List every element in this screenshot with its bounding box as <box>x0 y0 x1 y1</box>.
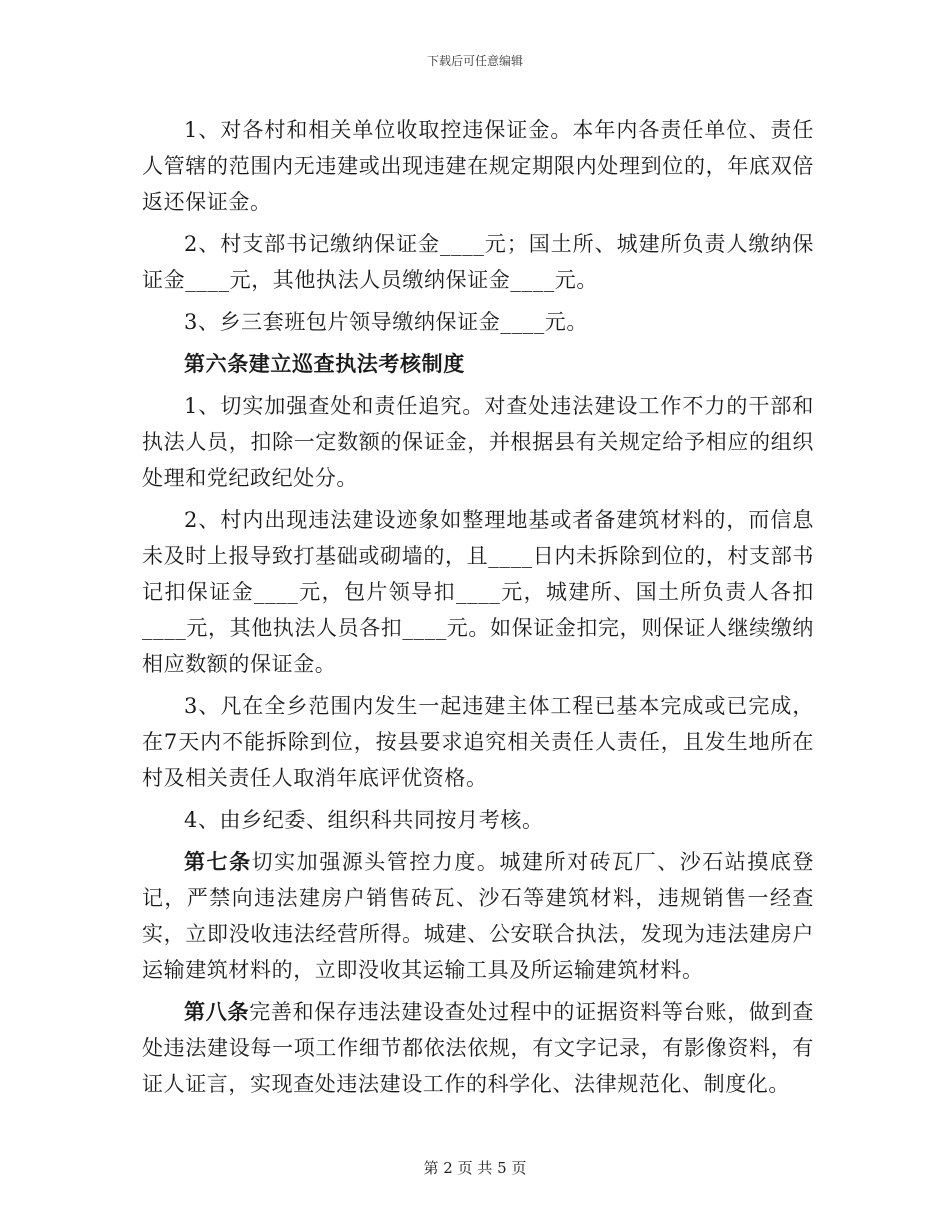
paragraph-text: 3、乡三套班包片领导缴纳保证金____元。 <box>184 310 588 334</box>
paragraph-monthly-review <box>142 802 814 838</box>
paragraph-text: 完善和保存违法建设查处过程中的证据资料等台账，做到查处违法建设每一项工作细节都依法依规，有文字记录，有影像资料，有证人证言，实现查处违法建设工作的科学化、法律规范化、制度化。 <box>142 1000 814 1096</box>
paragraph-text: 切实加强源头管控力度。城建所对砖瓦厂、沙石站摸底登记，严禁向违法建房户销售砖瓦、沙石等建筑材料，违规销售一经查实，立即没收违法经营所得。城建、公安联合执法，发现为违法建房户运输建筑材料的，立即没收其运输工具及所运输建筑材料。 <box>142 850 814 982</box>
page-footer: 第 2 页 共 5 页 <box>423 1159 527 1177</box>
paragraph-text: 2、村支部书记缴纳保证金____元；国土所、城建所负责人缴纳保证金____元，其他执法人员缴纳保证金____元。 <box>142 232 814 292</box>
paragraph-text: 4、由乡纪委、组织科共同按月考核。 <box>184 808 544 832</box>
article-six-heading <box>142 346 814 382</box>
paragraph-text: 2、村内出现违法建设迹象如整理地基或者备建筑材料的，而信息未及时上报导致打基础或砌墙的，且____日内未拆除到位的，村支部书记扣保证金____元，包片领导扣____元，城建所、国土所负责人各扣____元，其他执法人员各扣____元。如保证金扣完，则保证人继续缴纳相应数额的保证金。 <box>142 508 814 676</box>
article-label: 第七条 <box>184 849 252 874</box>
paragraph-deposit-amounts <box>142 226 814 298</box>
paragraph-demolition <box>142 688 814 796</box>
paragraph-accountability <box>142 388 814 496</box>
paragraph-text: 3、凡在全乡范围内发生一起违建主体工程已基本完成或已完成，在7天内不能拆除到位，按县要求追究相关责任人责任，且发生地所在村及相关责任人取消年底评优资格。 <box>142 694 814 790</box>
article-label: 第八条 <box>184 999 250 1024</box>
article-seven <box>142 844 814 988</box>
article-eight <box>142 994 814 1102</box>
heading-text: 第六条建立巡查执法考核制度 <box>184 351 465 376</box>
paragraph-leader-deposit <box>142 304 814 340</box>
paragraph-deposit-collection <box>142 112 814 220</box>
page-header: 下载后可任意编辑 <box>426 54 523 68</box>
document-body <box>142 112 814 1108</box>
paragraph-text: 1、切实加强查处和责任追究。对查处违法建设工作不力的干部和执法人员，扣除一定数额的保证金，并根据县有关规定给予相应的组织处理和党纪政纪处分。 <box>142 394 814 490</box>
paragraph-deductions <box>142 502 814 682</box>
paragraph-text: 1、对各村和相关单位收取控违保证金。本年内各责任单位、责任人管辖的范围内无违建或出现违建在规定期限内处理到位的，年底双倍返还保证金。 <box>142 118 814 214</box>
